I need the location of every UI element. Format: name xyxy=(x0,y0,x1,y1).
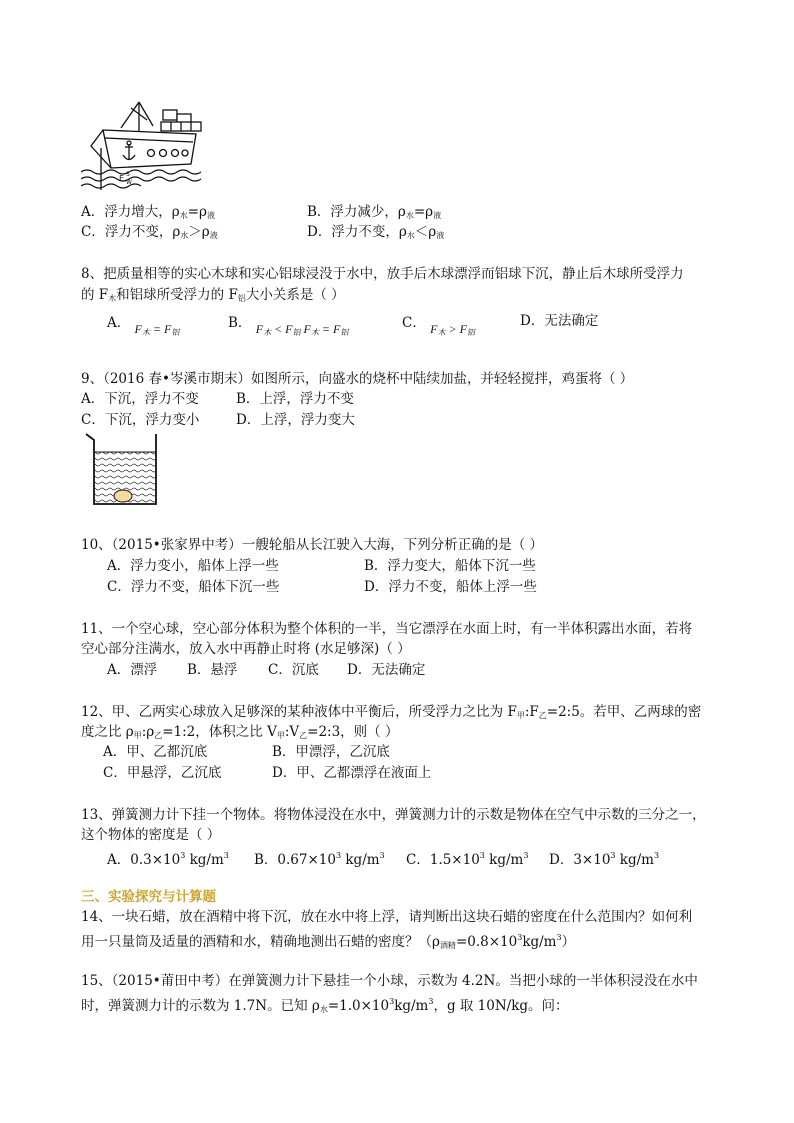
q13-option-a: A．$0.3\times 10^3$ $kg/m^3$ xyxy=(107,851,229,868)
q11-stem-line1: 11、一个空心球，空心部分体积为整个体积的一半，当它漂浮在水面上时，有一半体积露出水面，若将 xyxy=(81,621,693,637)
q12-option-d: D．甲、乙都漂浮在液面上 xyxy=(272,765,432,781)
q10-stem: 10、（2015•张家界中考）一艘轮船从长江驶入大海，下列分析正确的是（ ） xyxy=(81,537,544,553)
q9-option-d: D．上浮，浮力变大 xyxy=(236,412,355,428)
q10-option-a: A．浮力变小，船体上浮一些 xyxy=(107,558,279,574)
q11-option-b: B．悬浮 xyxy=(187,662,238,678)
q15-stem-line2: 时，弹簧测力计的示数为 1.7N。已知 $\rho_水=1.0\times 10^3kg/m^3$，g 取 10N/kg。问： xyxy=(81,997,569,1014)
q12-option-b: B．甲漂浮，乙沉底 xyxy=(272,744,390,760)
q7-option-b: B．浮力减少，$\rho_水=\rho_液$ xyxy=(307,204,442,220)
q7-option-a: A．浮力增大，$\rho_水=\rho_液$ xyxy=(81,204,215,220)
q9-stem: 9、（2016 春•岑溪市期末）如图所示，向盛水的烧杯中陆续加盐，并轻轻搅拌，鸡蛋将（ ） xyxy=(81,371,634,387)
q8-option-c: C． $F_木 > F_铝$ xyxy=(402,315,475,337)
q9-option-a: A．下沉，浮力不变 xyxy=(81,391,199,407)
q7-option-c: C．浮力不变，$\rho_水>\rho_液$ xyxy=(81,224,218,240)
q13-stem-line2: 这个物体的密度是（ ） xyxy=(81,827,221,843)
q13-stem-line1: 13、弹簧测力计下挂一个物体。将物体浸没在水中，弹簧测力计的示数是物体在空气中示数的三分之一， xyxy=(81,807,706,823)
q9-option-c: C．下沉，浮力变小 xyxy=(81,412,200,428)
q9-option-b: B．上浮，浮力不变 xyxy=(236,391,354,407)
svg-text:E: E xyxy=(119,174,125,183)
q8-option-b: B． $F_木 < F_铝$ $F_木 = F_铝$ xyxy=(228,315,349,337)
q11-option-a: A．漂浮 xyxy=(107,662,158,678)
q8-option-d: D．无法确定 xyxy=(520,313,599,329)
q7-option-d: D．浮力不变，$\rho_水<\rho_液$ xyxy=(307,224,445,240)
ship-figure xyxy=(81,98,216,193)
q11-option-c: C．沉底 xyxy=(268,662,319,678)
q14-stem-line1: 14、一块石蜡，放在酒精中将下沉，放在水中将上浮，请判断出这块石蜡的密度在什么范围内？如何利 xyxy=(81,909,693,925)
q14-stem-line2: 用一只量筒及适量的酒精和水，精确地测出石蜡的密度？$(\rho_{酒精}=0.8\times 10^3kg/m^3)$ xyxy=(81,933,576,950)
q8-stem-line2: 的 $F_木$和铝球所受浮力的 $F_铝$大小关系是（ ） xyxy=(81,287,345,303)
q10-option-d: D．浮力不变，船体上浮一些 xyxy=(364,579,537,595)
q12-stem-line2: 度之比 $\rho_甲:\rho_乙=1:2$，体积之比 $V_甲:V_乙=2:3$，则（ ） xyxy=(81,724,399,740)
svg-text:S: S xyxy=(126,171,130,178)
q15-stem-line1: 15、（2015•莆田中考）在弹簧测力计下悬挂一个小球，示数为 4.2N。当把小球的一半体积浸没在水中 xyxy=(81,973,698,989)
q11-option-d: D．无法确定 xyxy=(347,662,426,678)
q8-option-a: A． $F_木 = F_铝$ xyxy=(107,315,180,337)
section-heading: 三、实验探究与计算题 xyxy=(81,889,216,905)
q12-option-c: C．甲悬浮，乙沉底 xyxy=(103,765,222,781)
q10-option-b: B．浮力变大，船体下沉一些 xyxy=(364,558,536,574)
q10-option-c: C．浮力不变，船体下沉一些 xyxy=(107,579,280,595)
q13-option-d: D．$3\times 10^3$ $kg/m^3$ xyxy=(549,851,660,868)
svg-text:W: W xyxy=(126,179,132,186)
q12-option-a: A．甲、乙都沉底 xyxy=(103,744,208,760)
q11-stem-line2: 空心部分注满水，放入水中再静止时将 (水足够深)（ ） xyxy=(81,641,411,657)
q12-stem-line1: 12、甲、乙两实心球放入足够深的某种液体中平衡后，所受浮力之比为 $F_甲:F_乙=2:5$。若甲、乙两球的密 xyxy=(81,704,702,720)
q13-option-c: C．$1.5\times 10^3$ $kg/m^3$ xyxy=(406,851,529,868)
q8-stem-line1: 8、把质量相等的实心木球和实心铝球浸没于水中，放手后木球漂浮而铝球下沉，静止后木球所受浮力 xyxy=(81,266,684,282)
beaker-figure xyxy=(84,432,166,508)
q13-option-b: B．$0.67\times 10^3$ $kg/m^3$ xyxy=(254,851,385,868)
